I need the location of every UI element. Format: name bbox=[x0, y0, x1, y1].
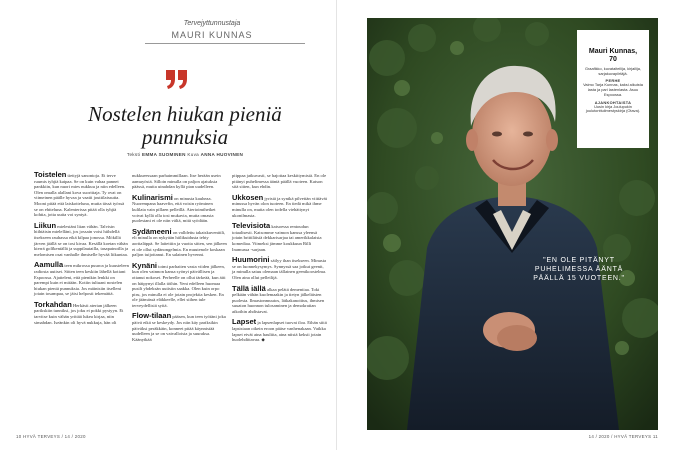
title-line-2: punnuksia bbox=[141, 125, 229, 149]
profile-info-box bbox=[577, 30, 649, 148]
gutter bbox=[336, 0, 337, 450]
credits bbox=[40, 152, 330, 157]
paragraph-lead: Ukkosen bbox=[232, 192, 264, 202]
paragraph bbox=[132, 192, 227, 224]
paragraph bbox=[34, 299, 129, 325]
family-text: Vaimo Tarja Kunnas, kaksi aikuista lasta ja pari lastenlasta. Asuu Espoossa. bbox=[583, 82, 643, 97]
body-column-3 bbox=[232, 172, 327, 348]
body-column-2 bbox=[132, 172, 227, 347]
title-line-1: Nostelen hiukan pieniä bbox=[88, 102, 282, 126]
paragraph-lead: Huumorini bbox=[232, 255, 270, 265]
paragraph-text: Herkästi aterian jälkeen parikskiin tunniksi, jos joku ei pokki pystyyn. Ei tarvitse kuin vähän yrittää lukea kirjaa, niin simahdan. Iseänkin oli hyvä nukkuja, hän oli bbox=[34, 302, 124, 325]
credits-photo-label: Kuva bbox=[187, 152, 200, 157]
pull-quote-line-3: PÄÄLLÄ 15 VUOTEEN." bbox=[533, 275, 625, 282]
paragraph-lead: Lapset bbox=[232, 317, 257, 327]
paragraph bbox=[132, 172, 227, 190]
pull-quote-line-2: PUHELIMESSA ÄÄNTÄ bbox=[534, 266, 624, 273]
paragraph bbox=[132, 226, 227, 258]
paragraph-lead: Televisiota bbox=[232, 221, 271, 231]
paragraph-text: mielestäni liian vähän. Talvisin hiihtäisin mielelläni, jos jossain voisi hiihdellä itsekseen rauhassa eikä kilpaa jonossa. Mökillä järven jäällä se on tosi kivaa. Kesällä koetan vähän kierrä golfkentällä ja suppilautailla, tasapainoilla ja melomisen osat vanhalle ihmiselle hyvää liikuntaa. bbox=[34, 223, 129, 257]
paragraph-lead: Liikun bbox=[34, 220, 57, 230]
paragraph-lead: Tällä iällä bbox=[232, 283, 266, 293]
paragraph-lead: Kynäni bbox=[132, 260, 158, 270]
paragraph-text: teen mikrossa puuroa ja kuusteleen radiosta uutiset. Sitten teen keskiin lähellä kotiani Espoossa. Ajatteleni, että pienikin lenkki on parempi kuin ei mitään. Kotiin tultuani nostelen hiukan pieniä punnuksia. Jos mäinisiin itselleni jotain tosampaa, se jäisi helposti tekemättä. bbox=[34, 263, 129, 297]
paragraph-lead: Toistelen bbox=[34, 170, 67, 179]
paragraph bbox=[34, 262, 129, 297]
credits-text-label: Teksti bbox=[126, 152, 141, 157]
article-title bbox=[40, 103, 330, 149]
paragraph bbox=[232, 192, 327, 218]
paragraph-lead: Sydämeeni bbox=[132, 226, 172, 236]
paragraph-text: on valldettu takaiskuventtili, eli minulla on nykyään hiilikuidusta tehty aorttaläppä. Se laitettiin ja vuotta sitten, sen jälkeen ei ole ollut sydänongelmia. En muutenole koskaan paljon tuijottanut. En salainen hyvenni. bbox=[132, 229, 227, 258]
family-label: PERHE bbox=[605, 78, 621, 84]
folio-right: 14 / 2020 / HYVÄ TERVEYS 11 bbox=[588, 434, 658, 439]
credits-photo-name: ANNA HUOVINEN bbox=[200, 152, 244, 157]
folio-left: 10 HYVÄ TERVEYS / 14 / 2020 bbox=[16, 434, 86, 439]
paragraph-lead: Flow-tilaan bbox=[132, 311, 172, 321]
paragraph bbox=[232, 257, 327, 280]
current-label: AJANKOHTAISTA bbox=[594, 99, 632, 105]
paragraph-text: pääsen, kun teen työtäni joka päivä eikä se keskeydy. Jos niin käy pariksikin päiväksi peräkkäin, konneet pitää käynnistää uudelleen ja se on vaivalloista ja suuraksa. Käänytkää bbox=[132, 314, 226, 342]
paragraph-lead: Aamulla bbox=[34, 260, 64, 270]
paragraph-text: tiettyjä sanontoja. Ei terve ruumis tyhjiä kaipaa. Se on kuin vahaa pannei pankkiin, kun nuori mies nukkuu ja niin edelleen. Olen omalla alallani kova suorittaja. Ty ovat on viimeinen päälle hyvaa ja vaatii jouttilaissutta. Mooni pitää että laiskotteluna, mutta tässä työssä se on ehtteluna. Kalenterissa pitää olla tyhjiä kohtia, jotta uutta voi syntyä. bbox=[34, 173, 126, 218]
paragraph bbox=[132, 260, 227, 309]
profile-bio: Graafikko, kuvataiteilija, kirjailija, sarjakuvapiirtäjä. bbox=[584, 66, 641, 76]
credits-text-name: EMMA SUOMINEN bbox=[141, 152, 186, 157]
pull-quote-line-1: "EN OLE PITÄNYT bbox=[543, 257, 615, 264]
paragraph-text: säilyy ihan itsekseen. Minusta se on luonnekysymys. Synnyssä saa jotkut geenit, ja minulla satuu olemaan tällainen geenikoostelma. Olen aina ollut pelleilijä. bbox=[232, 258, 327, 280]
current-text: Uusin kirja Joulupukin joulutonttuilmestyskirja (Otava). bbox=[585, 103, 641, 114]
paragraph bbox=[34, 172, 129, 218]
paragraph-text: katsoessa rentoudun totaalisesti. Katsomme vaimon kanssa yleensä jotain brittiläisiä dekkarisarjaa tai amerikkalaista komediaa. Viimeksi jämme koukkuun Rilli Inamussa -sarjaan. bbox=[232, 224, 322, 252]
profile-name: Mauri Kunnas, bbox=[588, 48, 638, 55]
paragraph bbox=[132, 313, 227, 342]
paragraph-text: on minusta kauheaa. Nuorempana haavefin, että voisin ryöminen kulilata vain pillaen pelleillä. Aterioimthetket voivat kyllä olla tosi mukavia, mutta omasta puolestani ei ole niin väliä, mitä syödään. bbox=[132, 195, 216, 224]
pull-quote bbox=[520, 256, 638, 283]
paragraph-text: ja lapsenlapset tuovat iloa. Eihän siitä lapsistaan oikein eroon pääse vanhenakaan. Vaikka lapset eivät aina hauliita, aina niistä keksii jotain huolehdittavaa. ◆ bbox=[232, 320, 327, 343]
paragraph-text: piippaa jatkuvasti, se hajottaa keskittymistä. En ole pitänyt puhelimessa ääntä päällä vuoteen. Katson sitä sitten, kun ehdin. bbox=[232, 173, 327, 190]
paragraph bbox=[232, 283, 327, 315]
header-rule bbox=[145, 43, 305, 44]
quote-mark-icon bbox=[164, 66, 190, 92]
paragraph-text: alkaa pelätä dementiaa. Toki pelkään vähän kuolemaakin ja tietyn jälkeläisten puolesta. Ilmastonmuutos, lätkakanoittus, ihmisen suuaton huonnon tulosaminen ja demokratian aikoihin ahdistavat. bbox=[232, 286, 325, 314]
paragraph-lead: Kulinarismi bbox=[132, 192, 173, 202]
paragraph-text: jyristä ja syntkä pilvettän viittävät minussa hyvän olon tuoteen. En tiedä mikä ihme minulla on, mutta olen todella viehättynyt ukonilmasta. bbox=[232, 195, 327, 218]
paragraph-lead: Torkahdan bbox=[34, 299, 72, 309]
series-label: Tervejyttunnustaja bbox=[183, 20, 241, 27]
author-name: MAURI KUNNAS bbox=[171, 30, 253, 40]
paragraph bbox=[232, 172, 327, 190]
paragraph-text: nukkueessaan parhaimmillaan. Itse herään usein aamuyöstä. Silloin minulla on paljon ajatuksia päässä, mutta uinahdan kyllä pian uudelleen. bbox=[132, 173, 221, 190]
profile-age: 70 bbox=[609, 56, 617, 63]
paragraph bbox=[232, 223, 327, 252]
body-column-1 bbox=[34, 172, 129, 330]
paragraph-text: toimi parhaiten vasta viiden jälkeen, kun olen vainnon kansa syönyt päivällisen ja ottanut nokoset. Perheelle on ollut tärkeää, kun äiti on häipynyt illalla töihin. Yeni edelleen huomaa pusilt yhdeksän uutisiin saakka. Olen kuin orpo piru, jos minulla ei ole jotain projektia kesken. En ole jäämässä eläkkeelle, ellei siihen tule terveydellisiä syitä. bbox=[132, 263, 226, 308]
paragraph bbox=[34, 220, 129, 258]
paragraph bbox=[232, 319, 327, 342]
